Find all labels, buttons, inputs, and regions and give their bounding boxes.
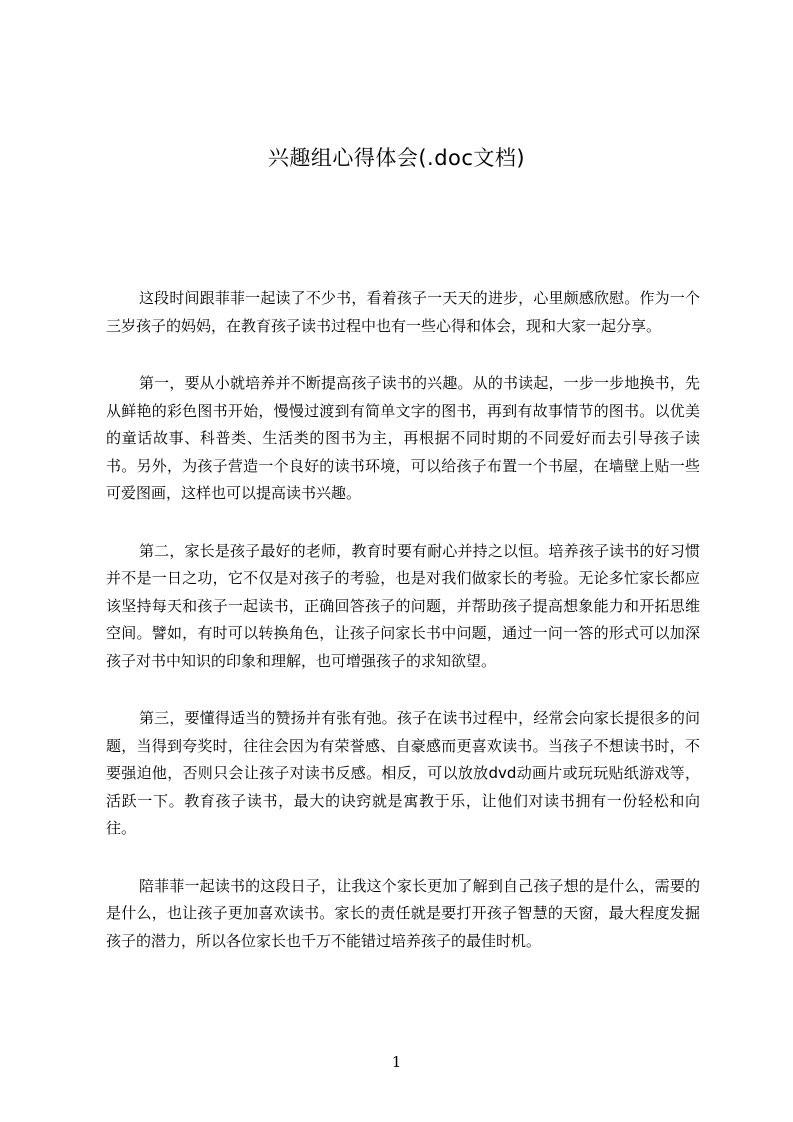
paragraph-third-point: 第三，要懂得适当的赞扬并有张有弛。孩子在读书过程中，经常会向家长提很多的问题，当得到夸奖时，往往会因为有荣誉感、自豪感而更喜欢读书。当孩子不想读书时，不要强迫他，否则只会让孩子对读书反感。相反，可以放放dvd动画片或玩玩贴纸游戏等，活跃一下。教育孩子读书，最大的诀窍就是寓教于乐，让他们对读书拥有一份轻松和向往。 bbox=[106, 709, 700, 837]
document-title: 兴趣组心得体会(.doc文档) bbox=[267, 146, 526, 170]
paragraph-first-point: 第一，要从小就培养并不断提高孩子读书的兴趣。从的书读起，一步一步地换书，先从鲜艳的彩色图书开始，慢慢过渡到有简单文字的图书，再到有故事情节的图书。以优美的童话故事、科普类、生活类的图书为主，再根据不同时期的不同爱好而去引导孩子读书。另外，为孩子营造一个良好的读书环境，可以给孩子布置一个书屋，在墙壁上贴一些可爱图画，这样也可以提高读书兴趣。 bbox=[106, 374, 700, 502]
document-body bbox=[106, 285, 700, 985]
paragraph-conclusion: 陪菲菲一起读书的这段日子，让我这个家长更加了解到自己孩子想的是什么，需要的是什么，也让孩子更加喜欢读书。家长的责任就是要打开孩子智慧的天窗，最大程度发掘孩子的潜力，所以各位家长也千万不能错过培养孩子的最佳时机。 bbox=[106, 876, 700, 950]
paragraph-intro: 这段时间跟菲菲一起读了不少书，看着孩子一天天的进步，心里颇感欣慰。作为一个三岁孩子的妈妈，在教育孩子读书过程中也有一些心得和体会，现和大家一起分享。 bbox=[106, 289, 700, 335]
paragraph-second-point: 第二，家长是孩子最好的老师，教育时要有耐心并持之以恒。培养孩子读书的好习惯并不是一日之功，它不仅是对孩子的考验，也是对我们做家长的考验。无论多忙家长都应该坚持每天和孩子一起读书，正确回答孩子的问题，并帮助孩子提高想象能力和开拓思维空间。譬如，有时可以转换角色，让孩子问家长书中问题，通过一问一答的形式可以加深孩子对书中知识的印象和理解，也可增强孩子的求知欲望。 bbox=[106, 541, 700, 670]
page-number: 1 bbox=[391, 1053, 402, 1071]
